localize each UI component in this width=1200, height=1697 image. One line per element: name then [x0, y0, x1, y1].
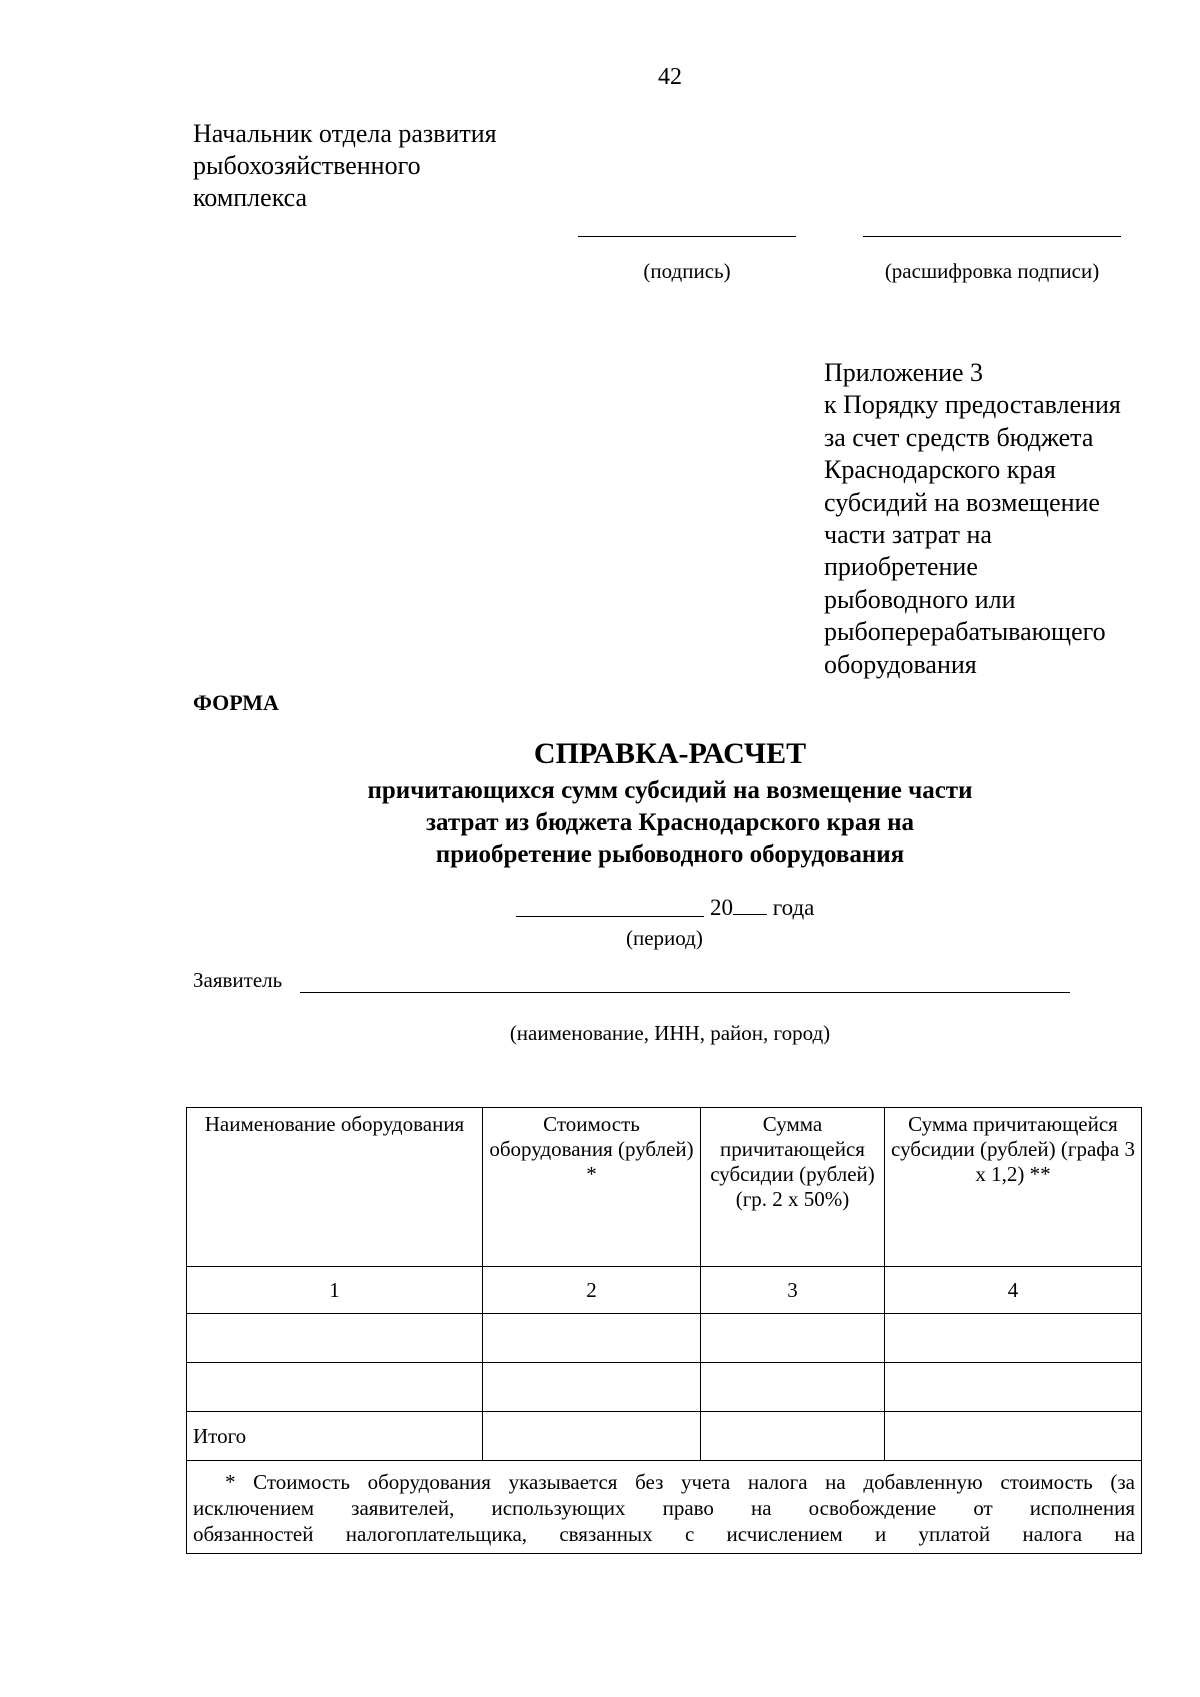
subtitle-line: затрат из бюджета Краснодарского края на	[425, 809, 915, 836]
appendix-note	[824, 357, 1121, 681]
appendix-line: части затрат на	[824, 520, 992, 550]
appendix-line: рыбоперерабатывающего	[824, 617, 1106, 647]
appendix-line: Краснодарского края	[824, 455, 1056, 485]
signature-decoding-line	[863, 236, 1121, 237]
table-cell	[885, 1314, 1142, 1363]
subtitle-line: приобретение рыбоводного оборудования	[435, 841, 905, 868]
column-number: 1	[187, 1267, 483, 1314]
subtitle-line: причитающихся сумм субсидий на возмещение части	[367, 777, 973, 804]
column-number: 4	[885, 1267, 1142, 1314]
column-number: 3	[701, 1267, 885, 1314]
table-cell	[701, 1412, 885, 1461]
header-subsidy-amount-coef: Сумма причитающейся субсидии (рублей) (графа 3 х 1,2) **	[885, 1108, 1142, 1267]
table-cell	[483, 1363, 701, 1412]
table-cell	[885, 1363, 1142, 1412]
header-equipment-name: Наименование оборудования	[187, 1108, 483, 1267]
signature-line	[578, 236, 796, 237]
footnote-line: * Стоимость оборудования указывается без учета налога на добавленную стоимость (за	[225, 1470, 1135, 1494]
column-number-row	[187, 1267, 1142, 1314]
footnote-row	[187, 1461, 1142, 1554]
calculation-table	[186, 1107, 1142, 1554]
header-equipment-cost: Стоимость оборудования (рублей) *	[483, 1108, 701, 1267]
applicant-line	[300, 992, 1070, 993]
table-header-row	[187, 1108, 1142, 1267]
appendix-line: Приложение 3	[824, 358, 984, 387]
footnote	[187, 1461, 1142, 1554]
total-row	[187, 1412, 1142, 1461]
table-cell	[187, 1314, 483, 1363]
footnote-line: обязанностей налогоплательщика, связанных с исчислением и уплатой налога на	[193, 1522, 1135, 1546]
period-blank-line	[516, 916, 704, 917]
header-subsidy-amount: Сумма причитающейся субсидии (рублей) (гр. 2 х 50%)	[701, 1108, 885, 1267]
table-cell	[187, 1363, 483, 1412]
appendix-line: субсидий на возмещение	[824, 487, 1100, 517]
table-cell	[885, 1412, 1142, 1461]
table-row	[187, 1314, 1142, 1363]
signatory-line: комплекса	[193, 183, 308, 212]
period-year-blank	[733, 895, 767, 915]
form-label: ФОРМА	[193, 690, 279, 715]
period-caption: (период)	[626, 926, 703, 950]
signature-caption: (подпись)	[643, 259, 731, 283]
appendix-line: рыбоводного или	[824, 584, 1016, 614]
appendix-line: к Порядку предоставления	[824, 390, 1121, 420]
page-number: 42	[658, 64, 682, 90]
period-year-prefix: 20	[710, 895, 733, 920]
applicant-label: Заявитель	[193, 968, 283, 992]
appendix-line: приобретение	[824, 552, 978, 582]
document-title: СПРАВКА-РАСЧЕТ	[533, 737, 807, 770]
signature-decoding-caption: (расшифровка подписи)	[884, 259, 1100, 283]
signatory-title	[193, 118, 497, 214]
total-label: Итого	[187, 1412, 483, 1461]
table-cell	[701, 1363, 885, 1412]
table-cell	[483, 1412, 701, 1461]
column-number: 2	[483, 1267, 701, 1314]
table-cell	[483, 1314, 701, 1363]
appendix-line: оборудования	[824, 649, 977, 679]
appendix-line: за счет средств бюджета	[824, 422, 1094, 452]
signatory-line: Начальник отдела развития	[193, 119, 497, 148]
period-year	[710, 895, 814, 921]
table-cell	[701, 1314, 885, 1363]
period-year-suffix: года	[767, 895, 815, 920]
document-subtitle	[0, 775, 1200, 871]
applicant-caption: (наименование, ИНН, район, город)	[509, 1021, 831, 1045]
footnote-line: исключением заявителей, использующих право на освобождение от исполнения	[193, 1496, 1135, 1520]
signatory-line: рыбохозяйственного	[193, 151, 421, 180]
table-row	[187, 1363, 1142, 1412]
